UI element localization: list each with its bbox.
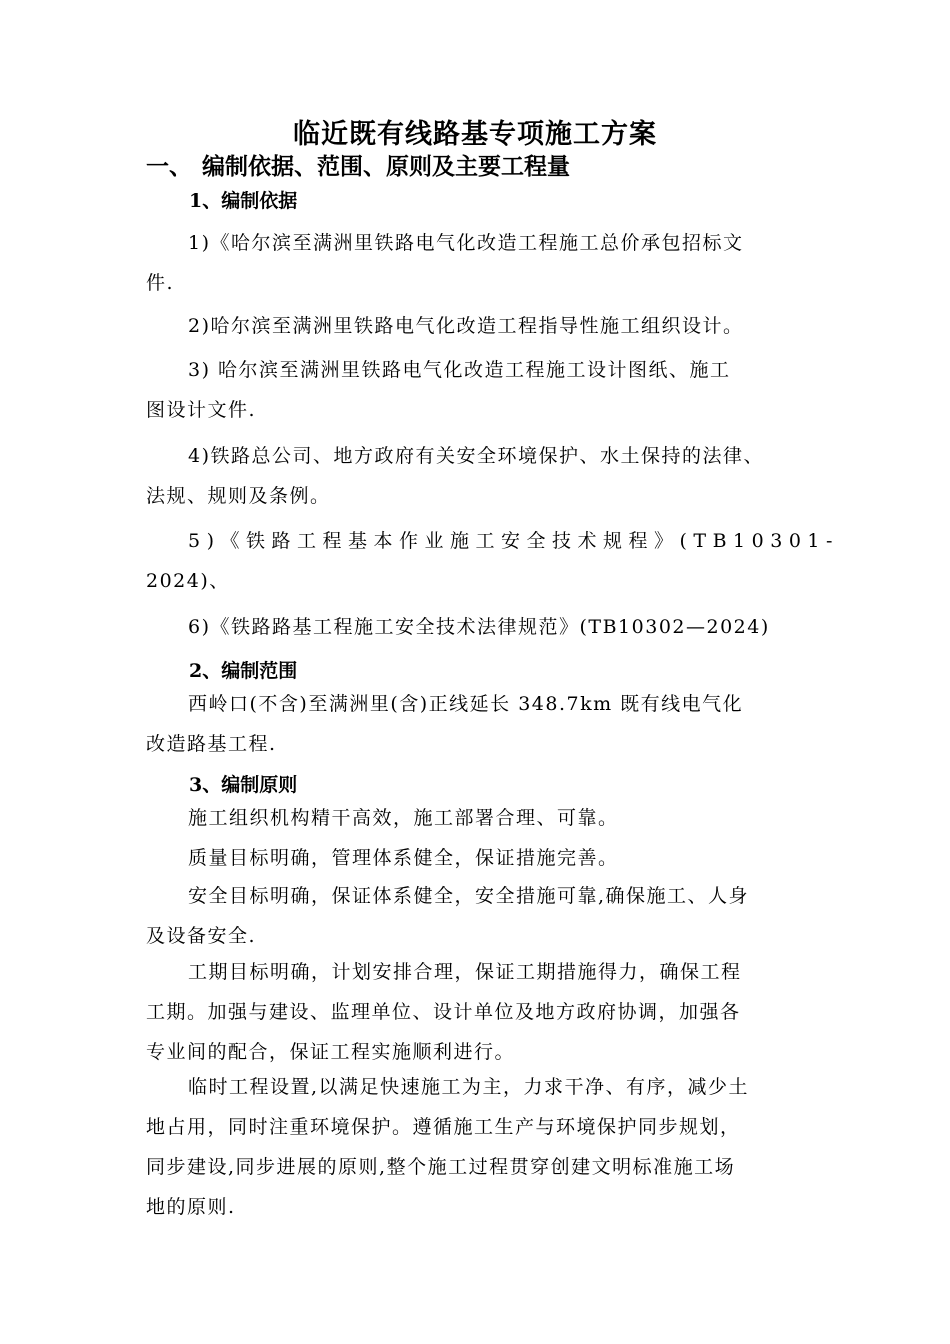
subheading-principles: 3、编制原则 <box>189 774 298 796</box>
principle-3: 安全目标明确，保证体系健全，安全措施可靠,确保施工、人身 及设备安全. <box>146 885 750 947</box>
section-number: 一、 <box>146 153 192 180</box>
document-title: 临近既有线路基专项施工方案 <box>293 119 657 150</box>
subheading-basis: 1、编制依据 <box>189 190 298 212</box>
basis-item-5: 5)《铁路工程基本作业施工安全技术规程》(TB10301- 2024)、 <box>146 530 839 592</box>
principle-4: 工期目标明确，计划安排合理，保证工期措施得力，确保工程 工期。加强与建设、监理单位、设计单位及地方政府协调，加强各 专业间的配合，保证工程实施顺利进行。 <box>146 961 742 1063</box>
basis-item-1: 1)《哈尔滨至满洲里铁路电气化改造工程施工总价承包招标文 件. <box>146 232 744 294</box>
principle-1: 施工组织机构精干高效，施工部署合理、可靠。 <box>188 807 619 829</box>
basis-item-6: 6)《铁路路基工程施工安全技术法律规范》(TB10302—2024) <box>188 616 770 638</box>
scope-paragraph: 西岭口(不含)至满洲里(含)正线延长 348.7km 既有线电气化 改造路基工程. <box>146 693 744 755</box>
principle-2: 质量目标明确，管理体系健全，保证措施完善。 <box>188 847 619 869</box>
section-title: 编制依据、范围、原则及主要工程量 <box>202 153 570 180</box>
basis-item-2: 2)哈尔滨至满洲里铁路电气化改造工程指导性施工组织设计。 <box>188 315 744 337</box>
basis-item-3: 3) 哈尔滨至满洲里铁路电气化改造工程施工设计图纸、施工 图设计文件. <box>146 359 731 421</box>
basis-item-4: 4)铁路总公司、地方政府有关安全环境保护、水土保持的法律、 法规、规则及条例。 <box>146 445 765 507</box>
principle-5: 临时工程设置,以满足快速施工为主，力求干净、有序，减少土 地占用，同时注重环境保护。遵循施工生产与环境保护同步规划， 同步建设,同步进展的原则,整个施工过程贯穿创建文明标准施工场 地的原则. <box>146 1076 750 1218</box>
subheading-scope: 2、编制范围 <box>189 660 298 682</box>
section-heading-1 <box>146 148 570 181</box>
